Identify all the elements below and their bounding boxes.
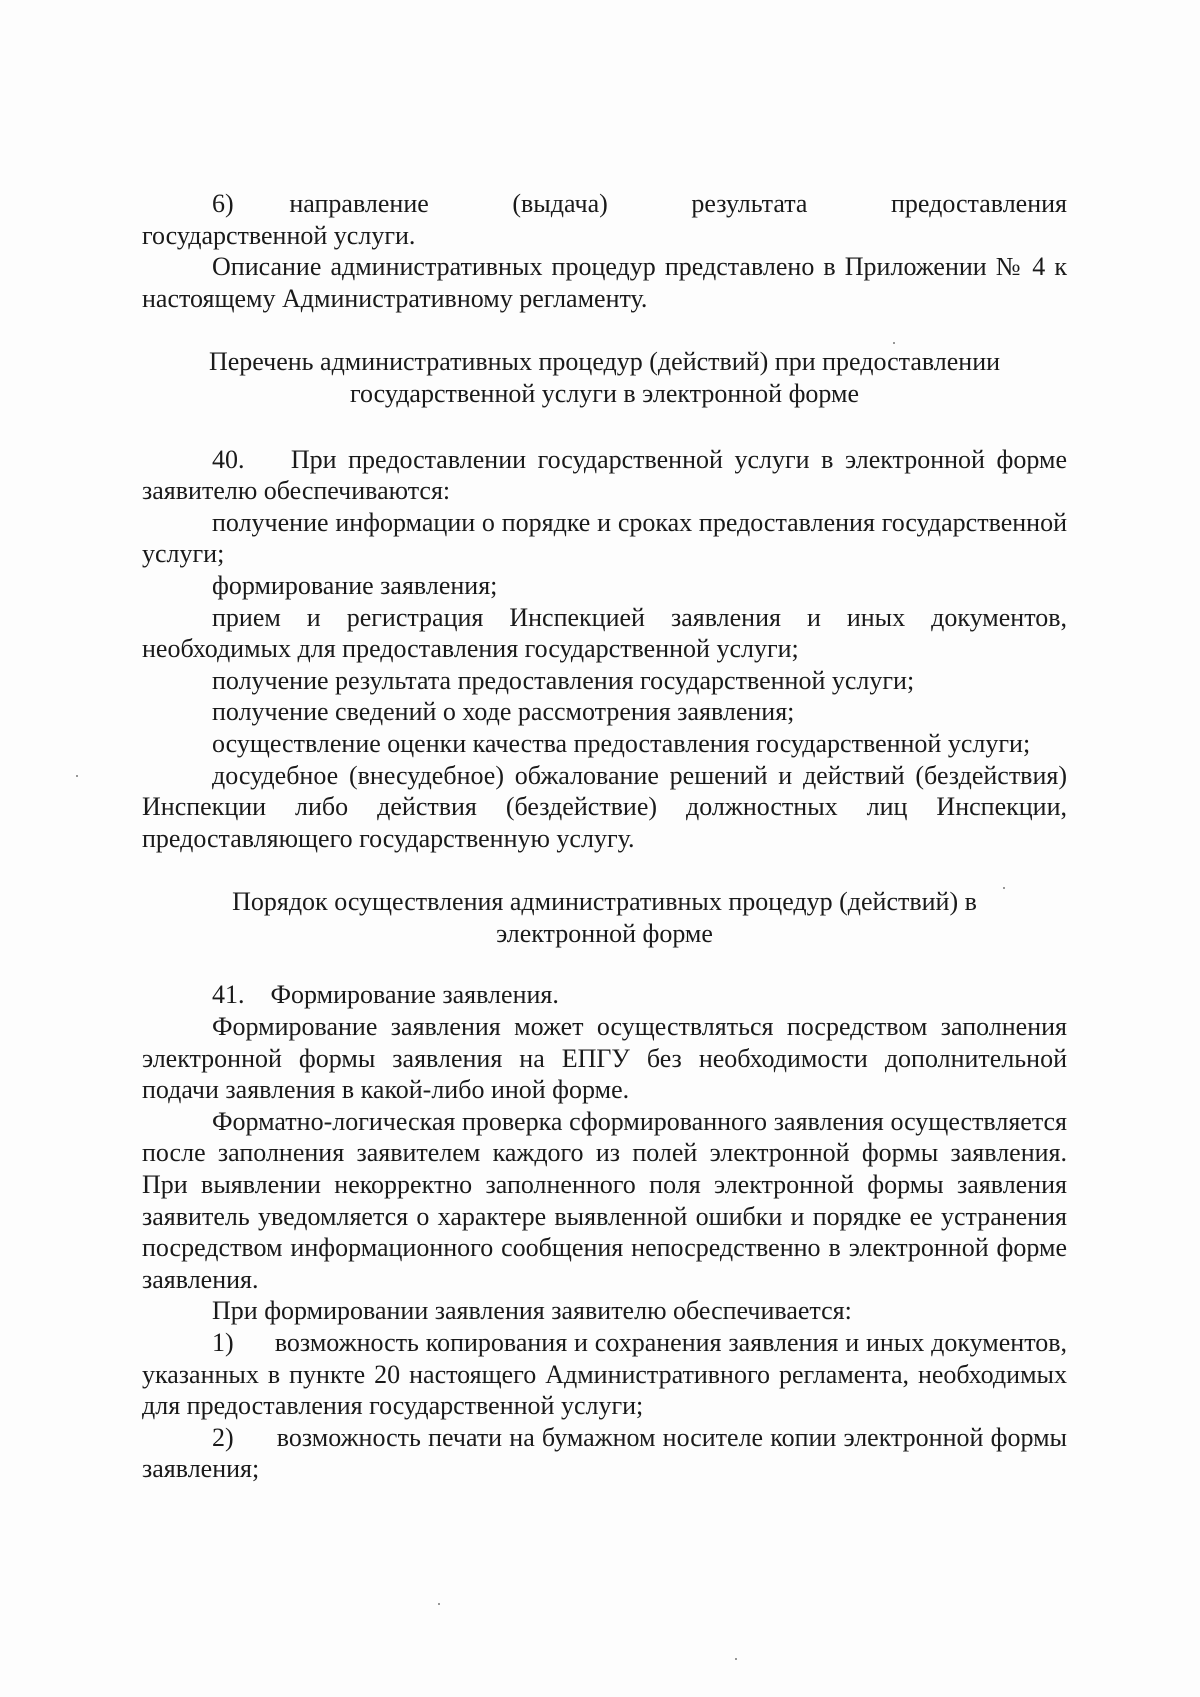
section-heading-line-1: Порядок осуществления административных процедур (действий) в xyxy=(232,887,977,917)
paragraph: Форматно-логическая проверка сформированного заявления осуществляется после заполнения заявителем каждого из полей электронной формы заявления. При выявлении некорректно заполненного поля электронной формы заявления заявитель уведомляется о характере выявленной ошибки и порядке ее устранения посредством информационного сообщения непосредственно в электронной форме заявления. xyxy=(142,1106,1067,1294)
paragraph: При формировании заявления заявителю обеспечивается: xyxy=(212,1296,852,1326)
scan-speck xyxy=(438,1603,440,1605)
list-item: осуществление оценки качества предоставления государственной услуги; xyxy=(212,728,1031,758)
list-item: получение информации о порядке и сроках предоставления государственной услуги; xyxy=(142,507,1067,569)
list-item: получение сведений о ходе рассмотрения заявления; xyxy=(212,697,795,727)
scan-speck xyxy=(735,1658,737,1660)
list-item: получение результата предоставления государственной услуги; xyxy=(212,665,915,695)
list-item: 2) возможность печати на бумажном носителе копии электронной формы заявления; xyxy=(142,1422,1067,1484)
document-body xyxy=(142,188,1067,1485)
paragraph-41-lead: 41. Формирование заявления. xyxy=(212,980,559,1010)
paragraph-item-6: 6) направление (выдача) результата предоставления государственной услуги. xyxy=(142,189,1067,250)
list-item: досудебное (внесудебное) обжалование решений и действий (бездействия) Инспекции либо действия (бездействие) должностных лиц Инспекции, предоставляющего государственную услугу. xyxy=(142,760,1067,853)
list-item: 1) возможность копирования и сохранения заявления и иных документов, указанных в пункте 20 настоящего Административного регламента, необходимых для предоставления государственной услуги; xyxy=(142,1328,1067,1421)
scan-speck xyxy=(76,775,78,777)
paragraph: Формирование заявления может осуществляться посредством заполнения электронной формы заявления на ЕПГУ без необходимости дополнительной подачи заявления в какой-либо иной форме. xyxy=(142,1012,1067,1105)
paragraph-appendix-reference: Описание административных процедур представлено в Приложении № 4 к настоящему Административному регламенту. xyxy=(142,252,1067,313)
section-heading-line-2: государственной услуги в электронной форме xyxy=(349,378,860,408)
list-item: формирование заявления; xyxy=(212,570,498,600)
section-heading-line-2: электронной форме xyxy=(496,918,713,948)
paragraph-40-lead: 40. При предоставлении государственной услуги в электронной форме заявителю обеспечиваются: xyxy=(142,444,1067,506)
section-heading-line-1: Перечень административных процедур (действий) при предоставлении xyxy=(208,347,1001,377)
list-item: прием и регистрация Инспекцией заявления и иных документов, необходимых для предоставления государственной услуги; xyxy=(142,602,1067,664)
